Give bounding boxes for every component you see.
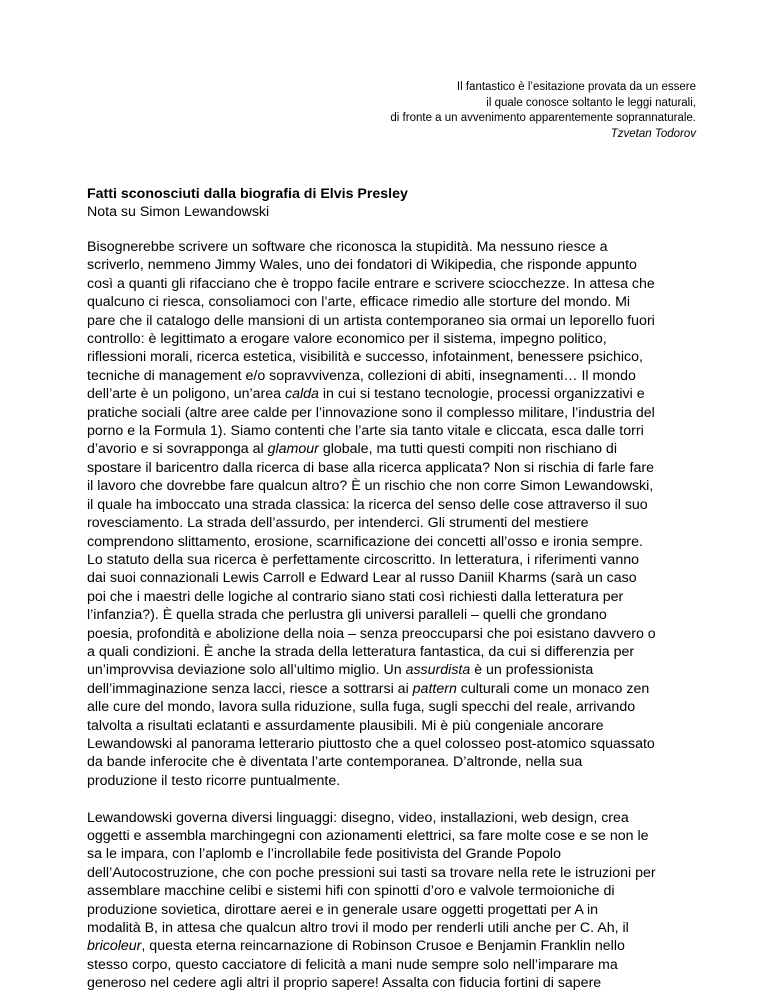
article-subtitle: Nota su Simon Lewandowski <box>87 204 270 220</box>
body-line: bricoleur, questa eterna reincarnazione di Robinson Crusoe e Benjamin Franklin nello <box>87 938 625 955</box>
body-line: Bisognerebbe scrivere un software che riconosca la stupidità. Ma nessuno riesce a <box>87 239 608 255</box>
body-line: Lewandowski governa diversi linguaggi: disegno, video, installazioni, web design, crea <box>87 809 629 826</box>
emphasis: glamour <box>267 441 319 458</box>
body-line: porno e la Formula 1). Siamo contenti che l’arte sia tanto vitale e cliccata, esca dalle torri <box>87 423 644 440</box>
body-line: oggetti e assembla marchingegni con azionamenti elettrici, sa fare molte cose e se non le <box>87 827 649 844</box>
body-line: il quale ha imboccato una strada classica: la ricerca del senso delle cose attraverso il suo <box>87 496 648 513</box>
body-line: stesso corpo, questo cacciatore di felicità a mani nude sempre solo nell’imparare ma <box>87 956 618 973</box>
body-line: talvolta a risultati eclatanti e assurdamente plausibili. Mi è più congeniale ancorare <box>87 717 604 734</box>
body-line: assemblare macchine celibi e sistemi hifi con spinotti d’oro e valvole termoioniche di <box>87 883 615 900</box>
article-body <box>87 238 687 993</box>
body-line: tecniche di management e/o sopravvivenza, collezioni di abiti, insegnamenti… Il mondo <box>87 367 636 384</box>
body-line: il lavoro che dovrebbe fare qualcun altro? È un rischio che non corre Simon Lewandowski, <box>87 478 654 495</box>
body-line: da bande inferocite che è diventata l’arte contemporanea. D’altronde, nella sua <box>87 754 583 771</box>
body-line: qualcuno ci riesca, consoliamoci con l’arte, efficace rimedio alle storture del mondo. Mi <box>87 294 631 311</box>
body-line: controllo: è legittimato a erogare valore economico per il sistema, impegno politico, <box>87 331 607 348</box>
emphasis: assurdista <box>405 662 471 679</box>
body-line: dell’arte è un poligono, un’area calda in cui si testano tecnologie, processi organizzativi e <box>87 386 645 403</box>
body-line: un’improvvisa deviazione solo all’ultimo miglio. Un assurdista è un professionista <box>87 662 594 679</box>
body-line: alle cure del mondo, lavora sulla riduzione, sulla fuga, sugli specchi del reale, arrivando <box>87 699 636 716</box>
body-line: d’avorio e si sovrapponga al glamour globale, ma tutti questi compiti non rischiano di <box>87 441 617 458</box>
body-line: comprendono slittamento, erosione, scarnificazione dei concetti all’osso e ironia sempre. <box>87 533 643 550</box>
epigraph-author: Tzvetan Todorov <box>610 127 696 140</box>
epigraph <box>256 80 696 142</box>
body-line: produzione il testo ricorre puntualmente. <box>87 772 341 789</box>
body-line: riflessioni morali, ricerca estetica, visibilità e successo, infotainment, benessere psichico, <box>87 349 643 366</box>
body-line: rovesciamento. La strada dell’assurdo, per intenderci. Gli strumenti del mestiere <box>87 515 589 532</box>
body-line: pratiche sociali (altre aree calde per l’innovazione sono il complesso militare, l’industria del <box>87 404 655 421</box>
body-line: dell’Autocostruzione, che con poche pressioni sui tasti sa trovare nella rete le istruzioni per <box>87 864 656 881</box>
body-line: poi che i maestri delle logiche al contrario siano stati così richiesti dalla letteratura per <box>87 588 624 605</box>
body-paragraph <box>87 238 687 790</box>
epigraph-line: Il fantastico è l’esitazione provata da un essere <box>456 81 696 93</box>
body-line: dai suoi connazionali Lewis Carroll e Edward Lear al russo Daniil Kharms (sarà un caso <box>87 570 637 587</box>
body-line: così a quanti gli rifacciano che è troppo facile entrare e scrivere sciocchezze. In attesa che <box>87 275 655 292</box>
epigraph-line: il quale conosce soltanto le leggi naturali, <box>486 96 696 109</box>
body-line: scriverlo, nemmeno Jimmy Wales, uno dei fondatori di Wikipedia, che risponde appunto <box>87 257 637 274</box>
body-line: spostare il baricentro dalla ricerca di base alla ricerca applicata? Non si rischia di farle fare <box>87 459 654 476</box>
body-paragraph <box>87 809 687 993</box>
body-line: sa le impara, con l’aplomb e l’incrollabile fede positivista del Grande Popolo <box>87 846 561 863</box>
epigraph-line: di fronte a un avvenimento apparentemente soprannaturale. <box>390 112 696 124</box>
body-line: dell’immaginazione senza lacci, riesce a sottrarsi ai pattern culturali come un monaco zen <box>87 680 650 697</box>
article-title: Fatti sconosciuti dalla biografia di Elvis Presley <box>87 186 408 202</box>
body-line: generoso nel cedere agli altri il proprio sapere! Assalta con fiducia fortini di sapere <box>87 975 602 992</box>
body-line: poesia, profondità e abolizione della noia – senza preoccuparsi che poi esistano davvero o <box>87 625 656 642</box>
emphasis: bricoleur <box>87 938 142 955</box>
body-line: modalità B, in attesa che qualcun altro trovi il modo per renderli utili anche per C. Ah, il <box>87 920 629 937</box>
body-line: l’infanzia?). È quella strada che perlustra gli universi paralleli – quelli che grondano <box>87 607 607 624</box>
article-heading <box>87 185 687 221</box>
emphasis: pattern <box>412 680 457 697</box>
body-line: Lo statuto della sua ricerca è perfettamente circoscritto. In letteratura, i riferimenti vanno <box>87 551 639 568</box>
body-line: a quali condizioni. È anche la strada della letteratura fantastica, da cui si differenzia per <box>87 643 635 660</box>
emphasis: calda <box>284 386 319 403</box>
body-line: Lewandowski al panorama letterario piuttosto che a quel colosseo post-atomico squassato <box>87 735 655 752</box>
body-line: pare che il catalogo delle mansioni di un artista contemporaneo sia ormai un leporello fuori <box>87 312 655 329</box>
body-line: produzione sovietica, dirottare aerei e in generale usare oggetti progettati per A in <box>87 901 599 918</box>
